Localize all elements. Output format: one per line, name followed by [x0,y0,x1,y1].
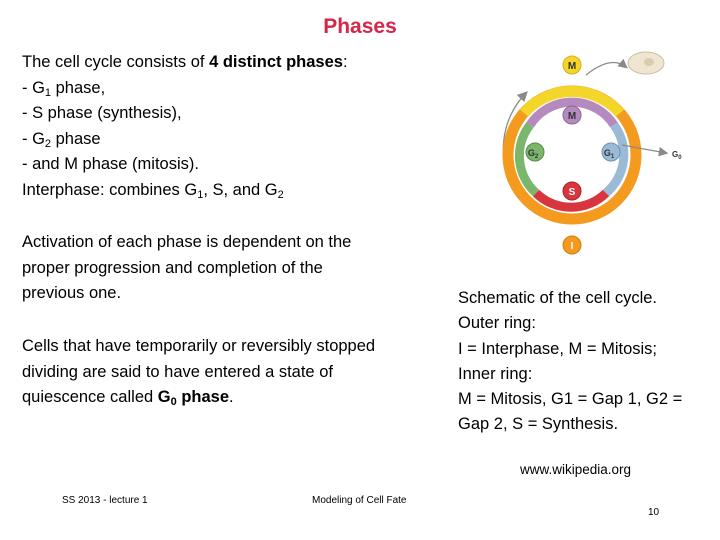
quiescence-line: quiescence called $G_0$ phase. [22,388,234,408]
outer-i-label: I [570,241,574,252]
inner-s-label: S [568,187,576,198]
activation-line: previous one. [22,284,122,302]
g0-label: $G_0$ [672,150,682,161]
caption-line: Outer ring: [458,314,536,333]
inner-g2-label: $G_2$ [527,148,539,160]
source-credit: www.wikipedia.org [520,462,632,477]
page-title: Phases [323,15,397,38]
footer-course: SS 2013 - lecture 1 [62,495,148,506]
intro-line-g2: - $G_2$ phase [22,129,101,150]
caption-line: Inner ring: [458,364,533,383]
cell-cycle-diagram [486,45,686,265]
outer-m-label: M [567,61,577,72]
intro-line-g1: - $G_1$ phase, [22,78,106,99]
caption-line: I = Interphase, M = Mitosis; [458,339,657,358]
intro-line-s: - S phase (synthesis), [22,104,182,122]
caption-line: Gap 2, S = Synthesis. [458,415,619,434]
diagram-caption [458,286,682,438]
division-arrow [586,63,626,76]
quiescence-text [22,334,442,411]
activation-line: Activation of each phase is dependent on the [22,233,352,251]
intro-line-m: - and M phase (mitosis). [22,155,199,173]
activation-line: proper progression and completion of the [22,258,323,277]
intro-line-phases: The cell cycle consists of 4 distinct phases: [22,53,348,71]
daughter-cell-nucleus [644,58,654,66]
caption-line: M = Mitosis, G1 = Gap 1, G2 = [458,390,683,409]
g0-exit-arrow [622,145,666,153]
inner-m-label: M [567,111,577,122]
caption-line: Schematic of the cell cycle. [458,289,657,307]
page-number: 10 [648,507,660,518]
intro-text [22,50,348,203]
intro-line-interphase: Interphase: combines $G_1$, S, and $G_2$ [22,180,284,201]
quiescence-line: dividing are said to have entered a state of [22,362,333,381]
activation-text [22,230,351,307]
quiescence-line: Cells that have temporarily or reversibly stopped [22,337,376,355]
inner-g1-label: $G_1$ [603,148,615,160]
footer-title: Modeling of Cell Fate [312,495,407,506]
